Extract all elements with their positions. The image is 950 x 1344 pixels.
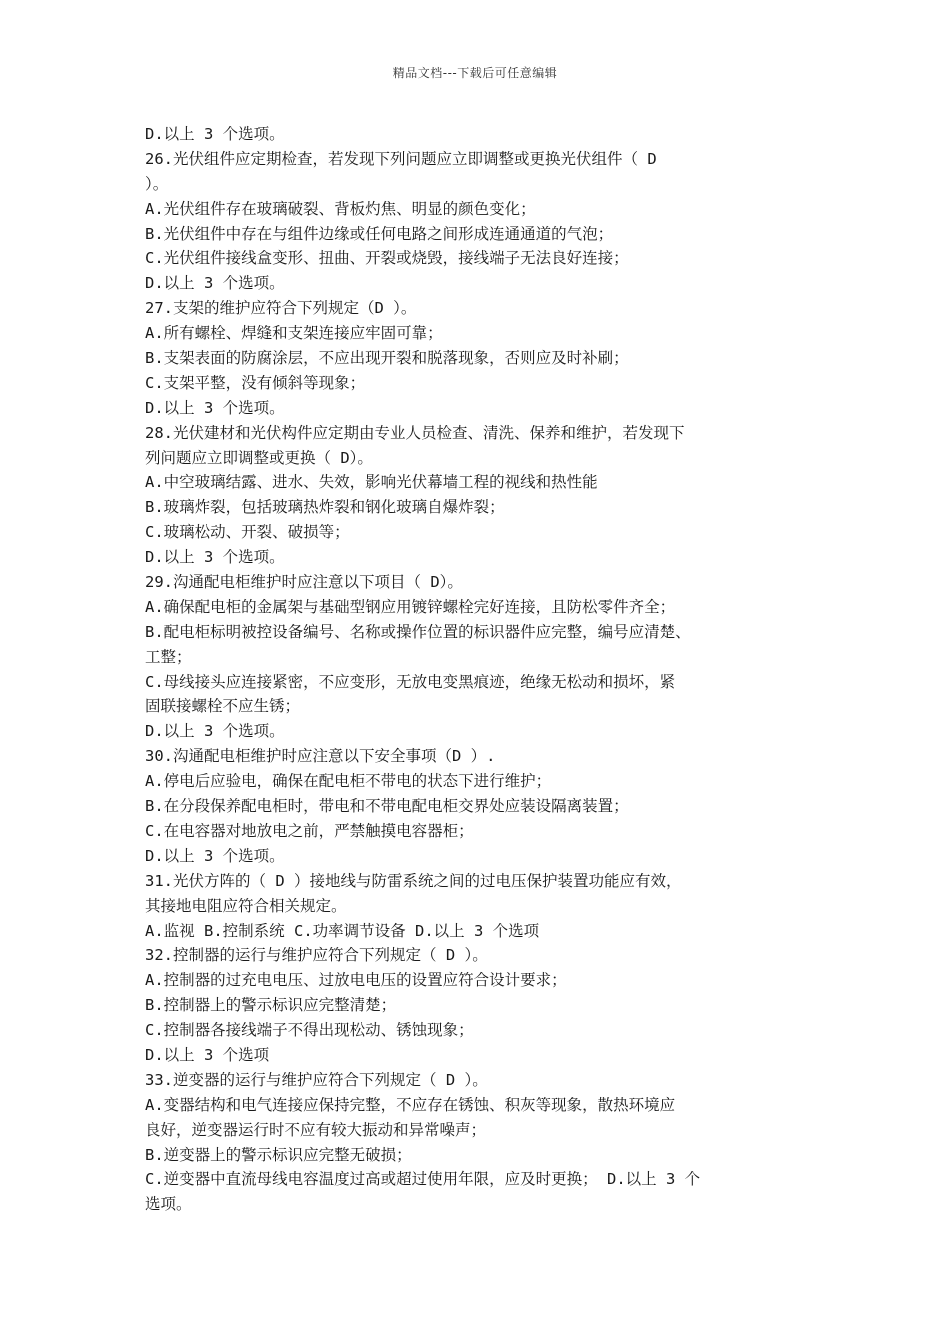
text-line: 26.光伏组件应定期检查，若发现下列问题应立即调整或更换光伏组件（ D: [145, 149, 657, 168]
text-line: C.逆变器中直流母线电容温度过高或超过使用年限，应及时更换； D.以上 3 个: [145, 1170, 701, 1189]
text-line: D.以上 3 个选项。: [145, 722, 285, 741]
text-line: D.以上 3 个选项。: [145, 548, 285, 567]
text-line: 工整；: [145, 647, 192, 666]
text-line: A.变器结构和电气连接应保持完整，不应存在锈蚀、积灰等现象，散热环境应: [145, 1095, 676, 1114]
text-line: B.玻璃炸裂，包括玻璃热炸裂和钢化玻璃自爆炸裂；: [145, 498, 505, 517]
text-line: D.以上 3 个选项: [145, 1045, 270, 1064]
text-line: 32.控制器的运行与维护应符合下列规定（ D ）。: [145, 946, 488, 965]
text-line: 其接地电阻应符合相关规定。: [145, 896, 347, 915]
text-line: D.以上 3 个选项。: [145, 274, 285, 293]
text-line: 列问题应立即调整或更换（ D）。: [145, 448, 373, 467]
text-line: C.控制器各接线端子不得出现松动、锈蚀现象；: [145, 1021, 474, 1040]
text-line: ）。: [145, 174, 169, 193]
text-line: 29.沟通配电柜维护时应注意以下项目（ D）。: [145, 573, 463, 592]
text-line: A.光伏组件存在玻璃破裂、背板灼焦、明显的颜色变化；: [145, 199, 536, 218]
text-line: C.在电容器对地放电之前，严禁触摸电容器柜；: [145, 821, 474, 840]
text-line: B.支架表面的防腐涂层，不应出现开裂和脱落现象，否则应及时补刷；: [145, 349, 629, 368]
text-line: B.在分段保养配电柜时，带电和不带电配电柜交界处应装设隔离装置；: [145, 797, 629, 816]
text-line: 28.光伏建材和光伏构件应定期由专业人员检查、清洗、保养和维护，若发现下: [145, 423, 685, 442]
document-body: [145, 122, 825, 1217]
text-line: A.控制器的过充电电压、过放电电压的设置应符合设计要求；: [145, 971, 567, 990]
text-line: 固联接螺栓不应生锈；: [145, 697, 301, 716]
text-line: B.控制器上的警示标识应完整清楚；: [145, 996, 397, 1015]
page-header: 精品文档---下载后可任意编辑: [392, 66, 558, 80]
text-line: D.以上 3 个选项。: [145, 846, 285, 865]
text-line: 31.光伏方阵的（ D ）接地线与防雷系统之间的过电压保护装置功能应有效，: [145, 871, 682, 890]
text-line: A.监视 B.控制系统 C.功率调节设备 D.以上 3 个选项: [145, 921, 540, 940]
text-line: C.母线接头应连接紧密，不应变形，无放电变黑痕迹，绝缘无松动和损坏，紧: [145, 672, 676, 691]
text-line: D.以上 3 个选项。: [145, 398, 285, 417]
text-line: D.以上 3 个选项。: [145, 125, 285, 143]
text-line: B.光伏组件中存在与组件边缘或任何电路之间形成连通通道的气泡；: [145, 224, 614, 243]
text-line: 27.支架的维护应符合下列规定（D ）。: [145, 299, 417, 318]
text-line: A.确保配电柜的金属架与基础型钢应用镀锌螺栓完好连接，且防松零件齐全；: [145, 597, 676, 616]
text-line: 良好，逆变器运行时不应有较大振动和异常噪声；: [145, 1120, 487, 1139]
text-line: C.玻璃松动、开裂、破损等；: [145, 523, 350, 542]
text-line: B.配电柜标明被控设备编号、名称或操作位置的标识器件应完整，编号应清楚、: [145, 622, 691, 641]
text-line: A.中空玻璃结露、进水、失效，影响光伏幕墙工程的视线和热性能: [145, 473, 598, 492]
text-line: 30.沟通配电柜维护时应注意以下安全事项（D ）.: [145, 747, 496, 766]
text-line: C.光伏组件接线盒变形、扭曲、开裂或烧毁，接线端子无法良好连接；: [145, 249, 629, 268]
text-line: 选项。: [145, 1195, 192, 1214]
text-line: A.停电后应验电，确保在配电柜不带电的状态下进行维护；: [145, 772, 552, 791]
text-line: 33.逆变器的运行与维护应符合下列规定（ D ）。: [145, 1070, 488, 1089]
text-line: A.所有螺栓、焊缝和支架连接应牢固可靠；: [145, 324, 443, 343]
text-line: B.逆变器上的警示标识应完整无破损；: [145, 1145, 412, 1164]
text-line: C.支架平整，没有倾斜等现象；: [145, 373, 366, 392]
